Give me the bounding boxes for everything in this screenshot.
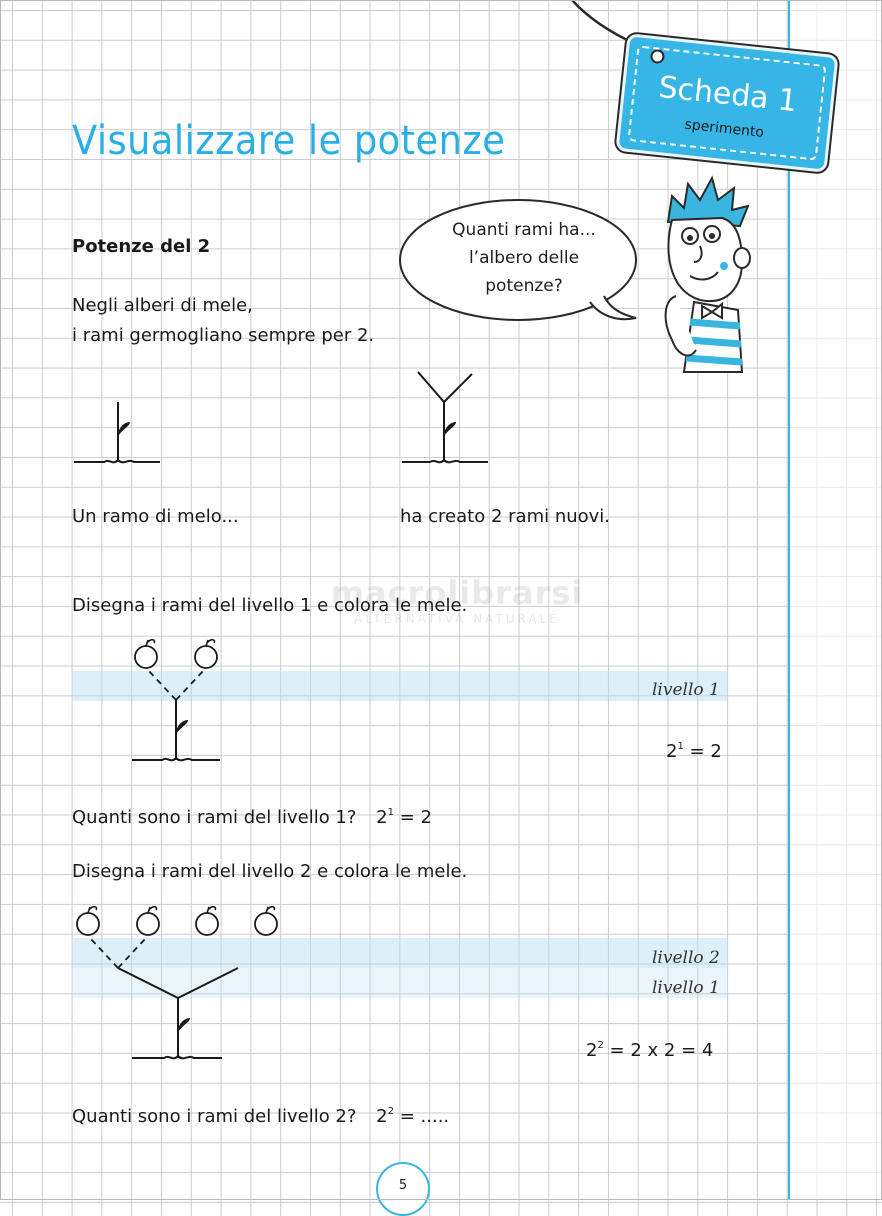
watermark-line-2: ALTERNATIVA NATURALE <box>354 612 560 626</box>
exercise1-instruction: Disegna i rami del livello 1 e colora le mele. <box>72 595 468 616</box>
tag-title: Scheda 1 <box>656 69 799 120</box>
exercise2-answer-rest: = ..... <box>394 1106 450 1127</box>
exercise1-question-text: Quanti sono i rami del livello 1? <box>72 807 357 828</box>
exercise1-level-band <box>72 671 728 701</box>
tag-subtitle: sperimento <box>683 116 765 141</box>
exercise2-level2-label: livello 2 <box>652 948 720 968</box>
intro-line-2: i rami germogliano sempre per 2. <box>72 325 375 346</box>
bubble-line-2: l’albero delle <box>468 248 580 268</box>
exercise2-answer <box>376 1106 449 1127</box>
exercise2-equation <box>586 1040 713 1061</box>
exercise2-question-text: Quanti sono i rami del livello 2? <box>72 1106 357 1127</box>
exercise1-eq-exp: 1 <box>677 741 684 752</box>
bubble-line-3: potenze? <box>485 276 563 296</box>
exercise2-level2-band <box>72 938 728 968</box>
exercise1-level-label: livello 1 <box>652 680 720 700</box>
exercise1-eq-base: 2 <box>666 741 678 762</box>
page-number-badge <box>376 1162 430 1216</box>
exercise2-answer-base: 2 <box>376 1106 388 1127</box>
exercise1-answer <box>376 807 432 828</box>
exercise1-answer-exp: 1 <box>387 807 394 818</box>
caption-right: ha creato 2 rami nuovi. <box>400 506 611 527</box>
exercise2-level1-label: livello 1 <box>652 978 720 998</box>
exercise1-answer-base: 2 <box>376 807 388 828</box>
bubble-line-1: Quanti rami ha... <box>452 220 596 240</box>
intro-line-1: Negli alberi di mele, <box>72 295 253 316</box>
exercise2-eq-base: 2 <box>586 1040 598 1061</box>
watermark-line-1: macrolibrarsi <box>330 574 584 612</box>
exercise2-answer-exp: 2 <box>387 1106 394 1117</box>
exercise2-question <box>72 1097 449 1131</box>
exercise1-question <box>72 798 432 832</box>
exercise2-instruction: Disegna i rami del livello 2 e colora le mele. <box>72 861 468 882</box>
page-number: 5 <box>398 1178 408 1193</box>
exercise1-equation <box>666 741 722 762</box>
page-title: Visualizzare le potenze <box>72 118 506 164</box>
exercise1-eq-rest: = 2 <box>683 741 722 762</box>
exercise2-tree <box>0 0 882 160</box>
exercise1-answer-rest: = 2 <box>394 807 432 828</box>
exercise2-eq-rest: = 2 x 2 = 4 <box>603 1040 714 1061</box>
exercise2-eq-exp: 2 <box>597 1040 604 1051</box>
caption-left: Un ramo di melo... <box>72 506 239 527</box>
section-heading: Potenze del 2 <box>72 236 211 257</box>
